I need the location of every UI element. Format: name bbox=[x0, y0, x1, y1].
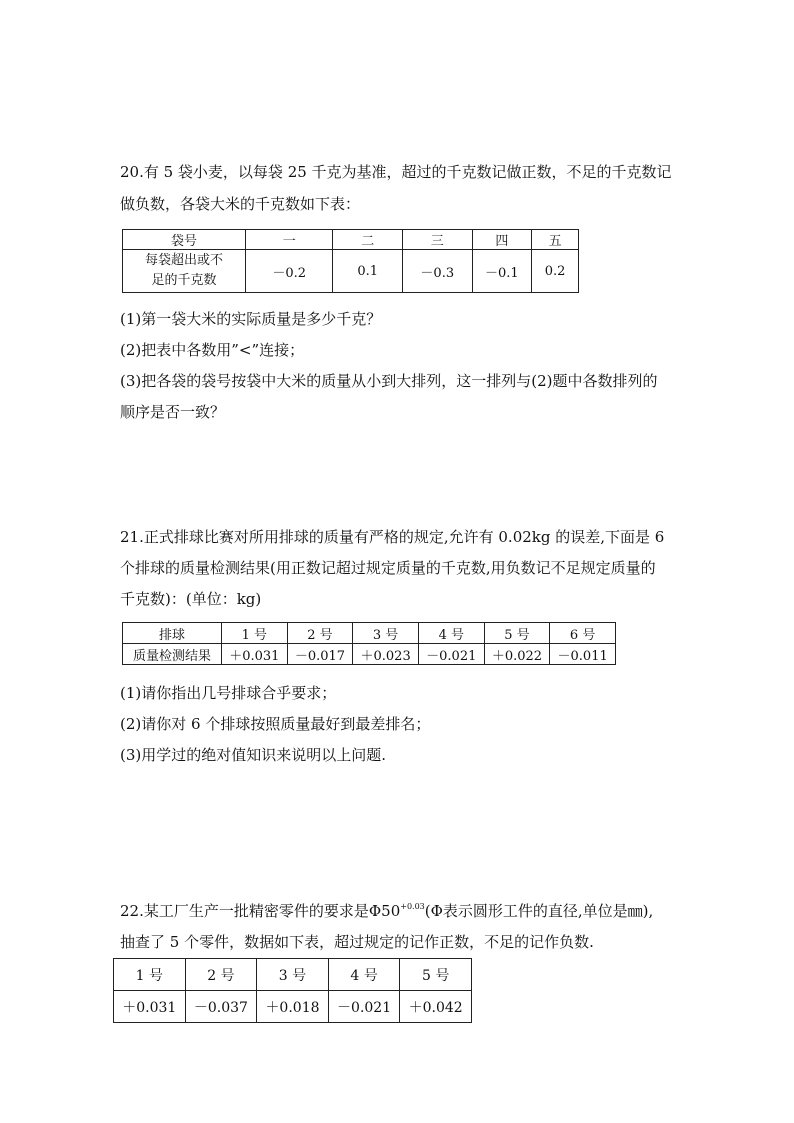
q22-line1-b: (Φ表示圆形工件的直径,单位是㎜), bbox=[424, 902, 654, 920]
table-cell: ＋0.018 bbox=[257, 991, 329, 1023]
table-header-cell: 2 号 bbox=[287, 623, 353, 644]
table-cell: 0.1 bbox=[333, 250, 403, 293]
table-cell: －0.021 bbox=[328, 991, 400, 1023]
table-header-cell: 1 号 bbox=[114, 959, 186, 991]
table-header-cell: 三 bbox=[402, 230, 472, 250]
table-cell: －0.037 bbox=[185, 991, 257, 1023]
table-row bbox=[123, 623, 616, 644]
table-cell: ＋0.031 bbox=[114, 991, 186, 1023]
q21-text-line1: 21.正式排球比赛对所用排球的质量有严格的规定,允许有 0.02kg 的误差,下面是 6 bbox=[120, 528, 665, 546]
table-header-cell: 二 bbox=[333, 230, 403, 250]
table-row bbox=[123, 250, 579, 293]
q22-text-line2: 抽查了 5 个零件，数据如下表，超过规定的记作正数，不足的记作负数. bbox=[120, 933, 594, 951]
q20-text-line2: 做负数，各袋大米的千克数如下表： bbox=[120, 195, 361, 213]
row-label-line1: 每袋超出或不 bbox=[145, 253, 224, 268]
table-cell: －0.2 bbox=[246, 250, 333, 293]
q21-text-line2: 个排球的质量检测结果(用正数记超过规定质量的千克数,用负数记不足规定质量的 bbox=[120, 559, 656, 577]
table-header-cell: 一 bbox=[246, 230, 333, 250]
q21-table bbox=[122, 622, 616, 665]
table-header-cell: 5 号 bbox=[400, 959, 472, 991]
table-header-cell: 2 号 bbox=[185, 959, 257, 991]
table-row bbox=[114, 959, 472, 991]
row-label-line2: 足的千克数 bbox=[151, 273, 217, 288]
table-row-label: 质量检测结果 bbox=[123, 644, 222, 665]
table-row-label bbox=[123, 250, 246, 293]
table-header-cell: 1 号 bbox=[221, 623, 287, 644]
q20-sub3-line2: 顺序是否一致？ bbox=[120, 403, 226, 421]
table-header-cell: 4 号 bbox=[328, 959, 400, 991]
table-cell: －0.021 bbox=[418, 644, 484, 665]
q20-sub3-line1: (3)把各袋的袋号按袋中大米的质量从小到大排列，这一排列与(2)题中各数排列的 bbox=[120, 372, 658, 390]
table-cell: －0.3 bbox=[402, 250, 472, 293]
table-cell: －0.011 bbox=[550, 644, 616, 665]
table-cell: ＋0.022 bbox=[484, 644, 550, 665]
table-header-cell: 袋号 bbox=[123, 230, 246, 250]
table-header-cell: 3 号 bbox=[257, 959, 329, 991]
q22-line1-a: 22.某工厂生产一批精密零件的要求是Φ50 bbox=[120, 902, 401, 920]
table-header-cell: 排球 bbox=[123, 623, 222, 644]
q20-text-line1: 20.有 5 袋小麦，以每袋 25 千克为基准，超过的千克数记做正数，不足的千克数记 bbox=[120, 163, 672, 181]
q21-sub3: (3)用学过的绝对值知识来说明以上问题. bbox=[120, 746, 387, 764]
q22-table bbox=[113, 958, 472, 1023]
q20-sub2: (2)把表中各数用”<”连接； bbox=[120, 341, 305, 359]
table-cell: －0.1 bbox=[472, 250, 532, 293]
q21-text-line3: 千克数)：(单位：kg) bbox=[120, 590, 262, 608]
table-row bbox=[123, 230, 579, 250]
table-header-cell: 4 号 bbox=[418, 623, 484, 644]
q20-table bbox=[122, 229, 579, 293]
table-cell: ＋0.023 bbox=[353, 644, 419, 665]
table-cell: －0.017 bbox=[287, 644, 353, 665]
table-row bbox=[114, 991, 472, 1023]
table-header-cell: 五 bbox=[532, 230, 579, 250]
table-cell: ＋0.042 bbox=[400, 991, 472, 1023]
table-header-cell: 6 号 bbox=[550, 623, 616, 644]
table-header-cell: 3 号 bbox=[353, 623, 419, 644]
q20-sub1: (1)第一袋大米的实际质量是多少千克？ bbox=[120, 310, 382, 328]
q22-text-line1 bbox=[120, 901, 653, 921]
table-cell: ＋0.031 bbox=[221, 644, 287, 665]
q21-sub1: (1)请你指出几号排球合乎要求； bbox=[120, 684, 337, 702]
table-cell: 0.2 bbox=[532, 250, 579, 293]
tolerance-superscript: +0.03 bbox=[400, 902, 425, 911]
table-header-cell: 四 bbox=[472, 230, 532, 250]
q21-sub2: (2)请你对 6 个排球按照质量最好到最差排名； bbox=[120, 715, 431, 733]
table-row bbox=[123, 644, 616, 665]
table-header-cell: 5 号 bbox=[484, 623, 550, 644]
